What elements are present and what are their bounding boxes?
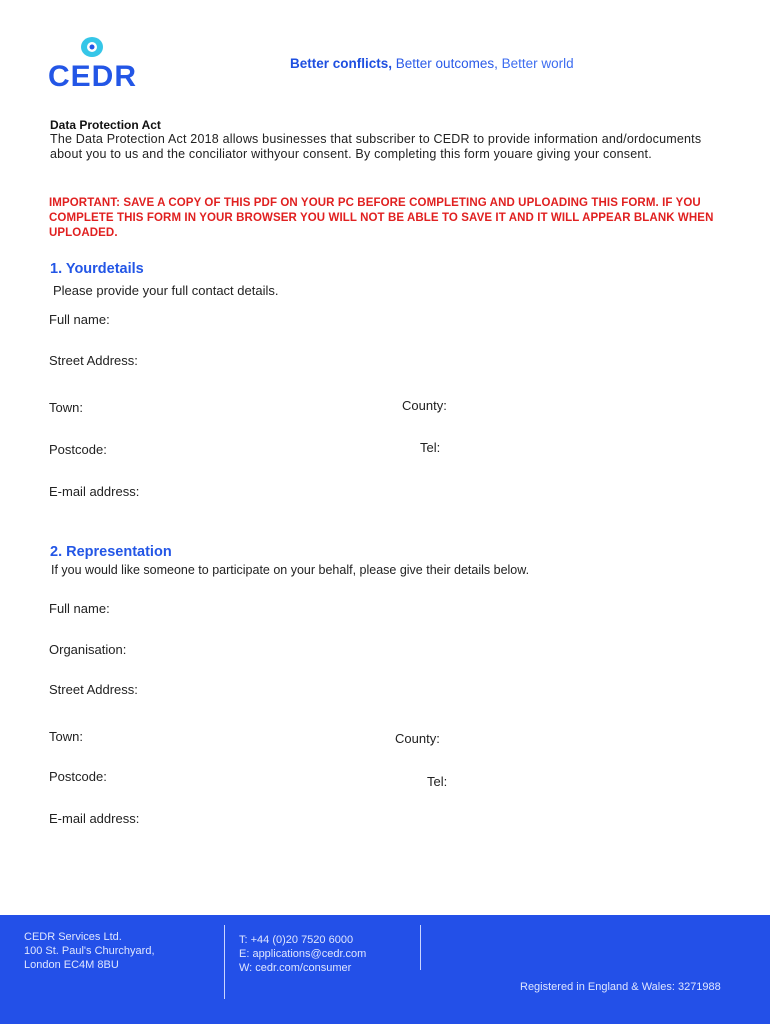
svg-text:CEDR: CEDR <box>48 60 138 90</box>
footer <box>0 915 770 1024</box>
section2-title: 2. Representation <box>50 544 172 560</box>
dpa-title: Data Protection Act <box>50 118 161 132</box>
footer-registered: Registered in England & Wales: 3271988 <box>520 981 721 993</box>
s2-town-label: Town: <box>49 729 83 744</box>
s1-postcode-label: Postcode: <box>49 442 107 457</box>
important-warning: IMPORTANT: SAVE A COPY OF THIS PDF ON YOUR PC BEFORE COMPLETING AND UPLOADING THIS FORM. IF YOU COMPLETE THIS FORM IN YOUR BROWSER YOU WILL NOT BE ABLE TO SAVE IT AND IT WILL APPEAR BLANK WHEN UPLOADED. <box>49 197 714 239</box>
tagline-part2: Better outcomes, <box>392 56 498 71</box>
footer-address2: London EC4M 8BU <box>24 959 119 971</box>
s1-town-label: Town: <box>49 400 83 415</box>
section1-subtitle: Please provide your full contact details. <box>53 283 279 298</box>
tagline <box>290 56 574 71</box>
cedr-logo <box>46 36 138 90</box>
section1-title: 1. Yourdetails <box>50 261 144 277</box>
s2-full-name-label: Full name: <box>49 601 110 616</box>
s1-email-label: E-mail address: <box>49 484 140 499</box>
s2-postcode-label: Postcode: <box>49 769 107 784</box>
section2-subtitle: If you would like someone to participate on your behalf, please give their details below. <box>51 563 530 577</box>
s2-street-label: Street Address: <box>49 682 138 697</box>
footer-web[interactable]: W: cedr.com/consumer <box>239 962 352 974</box>
tagline-part1: Better conflicts, <box>290 56 393 71</box>
s1-street-label: Street Address: <box>49 353 138 368</box>
s1-tel-label: Tel: <box>420 440 441 455</box>
s2-tel-label: Tel: <box>427 774 448 789</box>
footer-address1: 100 St. Paul's Churchyard, <box>24 945 155 957</box>
footer-divider-1 <box>224 925 225 999</box>
footer-divider-2 <box>420 925 421 970</box>
s1-full-name-label: Full name: <box>49 312 110 327</box>
s1-county-label: County: <box>402 398 447 413</box>
s2-county-label: County: <box>395 731 440 746</box>
tagline-part3: Better world <box>497 56 574 71</box>
footer-phone: T: +44 (0)20 7520 6000 <box>239 934 354 946</box>
footer-company: CEDR Services Ltd. <box>24 931 122 943</box>
footer-email[interactable]: E: applications@cedr.com <box>239 948 367 960</box>
s2-organisation-label: Organisation: <box>49 642 127 657</box>
dpa-body: The Data Protection Act 2018 allows businesses that subscriber to CEDR to provide information and/ordocuments about you to us and the conciliator withyour consent. By completing this form youare giving your consent. <box>50 132 702 161</box>
s2-email-label: E-mail address: <box>49 811 140 826</box>
